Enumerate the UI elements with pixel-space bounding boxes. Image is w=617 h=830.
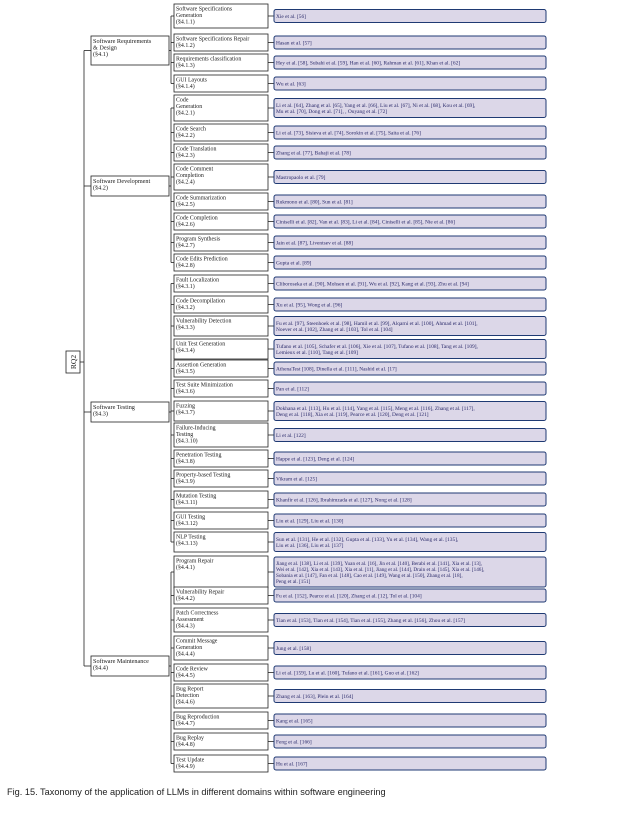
reference-text: Happe et al. [123], Deng et al. [124]: [276, 456, 355, 463]
reference-text: Mastropaolo et al. [79]: [276, 174, 326, 181]
reference-text: Khanfir et al. [126], Ibrahimzada et al. [127], Nong et al. [128]: [276, 497, 412, 504]
reference-text: AthenaTest [108], Dinella et al. [111], Nashid et al. [17]: [276, 366, 397, 373]
domain-label-req: (§4.1): [93, 51, 108, 59]
task-label: Detection: [176, 693, 199, 700]
reference-box: [274, 429, 546, 442]
task-label: (§4.2.4): [176, 179, 195, 186]
reference-box: [274, 382, 546, 395]
task-label: (§4.1.4): [176, 84, 195, 91]
task-label: GUI Layouts: [176, 77, 207, 84]
reference-text: Kang et al. [165]: [276, 718, 313, 725]
task-label: Bug Reproduction: [176, 714, 220, 721]
task-label: Penetration Testing: [176, 452, 222, 459]
domain-label-maint: (§4.4): [93, 664, 108, 672]
task-label: Fuzzing: [176, 403, 195, 410]
domain-label-dev: Software Development: [93, 178, 151, 185]
task-label: (§4.3.3): [176, 325, 195, 332]
reference-text: Zhang et al. [163], Plein et al. [164]: [276, 693, 354, 700]
reference-text: Tian et al. [153], Tian et al. [154], Tian et al. [155], Zhang et al. [156], Zhou et al. [157]: [276, 617, 466, 624]
reference-text: Deng et al. [118], Xia et al. [119], Pearce et al. [120], Deng et al. [121]: [276, 412, 429, 419]
task-label: GUI Testing: [176, 514, 206, 521]
task-label: Assertion Generation: [176, 362, 227, 369]
task-label: Code Summarization: [176, 195, 226, 202]
task-label: Bug Report: [176, 686, 204, 693]
task-label: Program Repair: [176, 558, 214, 565]
task-label: Property-based Testing: [176, 472, 231, 479]
task-label: Failure-Inducing: [176, 425, 216, 432]
task-label: (§4.3.4): [176, 348, 195, 355]
task-label: Program Synthesis: [176, 236, 221, 243]
task-label: (§4.3.7): [176, 410, 195, 417]
task-label: (§4.4.5): [176, 673, 195, 680]
task-label: (§4.1.3): [176, 63, 195, 70]
domain-label-maint: Software Maintenance: [93, 658, 149, 665]
task-label: Unit Test Generation: [176, 341, 226, 348]
task-label: Code Decompilation: [176, 298, 225, 305]
task-label: Bug Replay: [176, 735, 204, 742]
task-label: Code Translation: [176, 146, 217, 153]
reference-text: Sobania et al. [147], Fan et al. [148], Cao et al. [149], Wang et al. [150], Zhang et al. [18],: [276, 572, 463, 579]
reference-text: Lemieux et al. [110], Tang et al. [109]: [276, 350, 358, 357]
task-label: Code Completion: [176, 215, 218, 222]
task-label: (§4.4.6): [176, 699, 195, 706]
task-label: (§4.2.2): [176, 133, 195, 140]
reference-text: Wu et al. [63]: [276, 81, 306, 88]
reference-text: Li et al. [159], Lu et al. [160], Tufano et al. [161], Guo et al. [162]: [276, 670, 419, 677]
reference-text: Noever et al. [102], Zhang et al. [103], Tol et al. [104]: [276, 327, 393, 334]
reference-text: Gupta et al. [89]: [276, 260, 312, 267]
task-label: (§4.3.11): [176, 500, 198, 507]
task-label: Generation: [176, 13, 203, 20]
reference-text: Rukmono et al. [80], Sun et al. [81]: [276, 199, 353, 206]
reference-box: [274, 36, 546, 49]
task-label: (§4.4.4): [176, 651, 195, 658]
task-label: Test Update: [176, 757, 205, 764]
reference-text: Hasan et al. [57]: [276, 40, 312, 47]
reference-text: Peng et al. [151]: [276, 578, 311, 585]
task-label: (§4.2.8): [176, 263, 195, 270]
domain-label-dev: (§4.2): [93, 184, 108, 192]
task-label: (§4.3.9): [176, 479, 195, 486]
task-label: (§4.3.12): [176, 521, 198, 528]
task-label: (§4.1.2): [176, 43, 195, 50]
reference-text: Tufano et al. [105], Schafer et al. [106], Xie et al. [107], Tufano et al. [108], Tang et al. [109],: [276, 343, 478, 350]
reference-text: Li et al. [73], Sisieva et al. [74], Sorokin et al. [75], Saita et al. [76]: [276, 130, 421, 137]
reference-text: Liu et al. [136], Liu et al. [137]: [276, 543, 344, 550]
task-label: Assessment: [176, 617, 204, 624]
task-label: Testing: [176, 432, 194, 439]
task-label: Patch Correctness: [176, 610, 219, 617]
reference-text: Xie et al. [56]: [276, 13, 306, 20]
root-label: RQ2: [69, 354, 78, 370]
task-label: Completion: [176, 173, 204, 180]
task-label: (§4.3.13): [176, 541, 198, 548]
reference-text: Zhang et al. [77], Bahaji et al. [78]: [276, 150, 351, 157]
task-label: (§4.3.5): [176, 369, 195, 376]
task-label: (§4.4.9): [176, 764, 195, 771]
task-label: Code Review: [176, 666, 208, 673]
reference-box: [274, 77, 546, 90]
reference-box: [274, 735, 546, 748]
task-label: Commit Message: [176, 638, 218, 645]
task-label: (§4.3.8): [176, 459, 195, 466]
task-label: Generation: [176, 645, 203, 652]
reference-text: Liu et al. [129], Liu et al. [130]: [276, 518, 344, 525]
task-label: Vulnerability Detection: [176, 318, 232, 325]
task-label: (§4.2.3): [176, 153, 195, 160]
domain-label-req: & Design: [93, 44, 117, 52]
reference-text: Fu et al. [152], Pearce et al. [120], Zhang et al. [12], Tol et al. [104]: [276, 593, 422, 600]
reference-box: [274, 256, 546, 269]
reference-box: [274, 642, 546, 655]
task-label: (§4.3.10): [176, 438, 198, 445]
task-label: Test Suite Minimization: [176, 382, 233, 389]
task-label: Requirements classification: [176, 56, 242, 63]
task-label: (§4.2.5): [176, 202, 195, 209]
reference-text: Fu et al. [97], Steenhoek et al. [98], Hamil et al. [99], Alqarni et al. [100], Ahmad et al. [101],: [276, 320, 478, 327]
task-label: Vulnerability Repair: [176, 589, 225, 596]
task-label: Fault Localization: [176, 277, 220, 284]
task-label: (§4.3.6): [176, 389, 195, 396]
task-label: Code: [176, 97, 189, 104]
task-label: Software Specifications: [176, 6, 233, 13]
reference-box: [274, 10, 546, 23]
task-label: (§4.2.7): [176, 243, 195, 250]
reference-box: [274, 757, 546, 770]
task-label: (§4.4.7): [176, 721, 195, 728]
task-label: Code Search: [176, 126, 206, 133]
reference-box: [274, 714, 546, 727]
domain-label-test: Software Testing: [93, 404, 135, 411]
reference-text: Jiang et al. [138], Li et al. [139], Yuan et al. [16], Jin et al. [140], Berabi et al. [141], Xia et al. [13],: [276, 560, 482, 567]
reference-text: Hu et al. [167]: [276, 761, 308, 768]
reference-text: Mu et al. [70], Dong et al. [71], , Ouyang et al. [72]: [276, 109, 388, 116]
reference-text: Dokhana et al. [113], Hu et al. [114], Yang et al. [115], Meng et al. [116], Zhang et al. [117],: [276, 405, 475, 412]
task-label: Software Specifications Repair: [176, 36, 250, 43]
task-label: (§4.2.1): [176, 110, 195, 117]
reference-text: Xu et al. [95], Wong et al. [96]: [276, 302, 343, 309]
reference-text: Jung et al. [158]: [276, 645, 312, 652]
task-label: Generation: [176, 104, 203, 111]
task-label: (§4.4.1): [176, 565, 195, 572]
task-label: (§4.2.6): [176, 222, 195, 229]
figure-caption: Fig. 15. Taxonomy of the application of LLMs in different domains within software engineering: [7, 787, 386, 797]
task-label: NLP Testing: [176, 534, 206, 541]
reference-text: Cliboroseka et al. [90], Mohsen et al. [91], Wu et al. [92], Kang et al. [93], Zhu et al. [94]: [276, 281, 469, 288]
domain-label-req: Software Requirements: [93, 38, 152, 45]
task-label: Code Edits Prediction: [176, 256, 228, 263]
reference-text: Hey et al. [58], Subahi et al. [59], Han et al. [60], Rahman et al. [61], Khan et al. [62]: [276, 60, 461, 67]
task-label: (§4.4.3): [176, 623, 195, 630]
reference-text: Jain et al. [87], Liventsev et al. [88]: [276, 240, 353, 247]
reference-text: Li et al. [64], Zhang et al. [65], Yang et al. [66], Liu et al. [67], Ni et al. [68], Kou et al. [69],: [276, 102, 476, 109]
reference-text: Vikram et al. [125]: [276, 476, 317, 483]
reference-text: Pan et al. [112]: [276, 386, 309, 393]
task-label: Code Comment: [176, 166, 214, 173]
task-label: Mutation Testing: [176, 493, 217, 500]
reference-text: Ciniselli et al. [82], Van et al. [83], Li et al. [84], Ciniselli et al. [85], Nie et al. [86]: [276, 219, 455, 226]
task-label: (§4.3.2): [176, 305, 195, 312]
task-label: (§4.3.1): [176, 284, 195, 291]
task-label: (§4.4.2): [176, 596, 195, 603]
reference-text: Sun et al. [131], He et al. [132], Gupta et al. [133], Yu et al. [134], Wang et al. [135],: [276, 536, 459, 543]
reference-text: Feng et al. [166]: [276, 739, 312, 746]
task-label: (§4.4.8): [176, 742, 195, 749]
reference-text: Wei et al. [142], Xia et al. [143], Xia et al. [11], Jiang et al. [144], Drain et al. [145], Xia et al. [146],: [276, 566, 485, 573]
reference-text: Li et al. [122]: [276, 432, 306, 439]
task-label: (§4.1.1): [176, 19, 195, 26]
domain-label-test: (§4.3): [93, 410, 108, 418]
